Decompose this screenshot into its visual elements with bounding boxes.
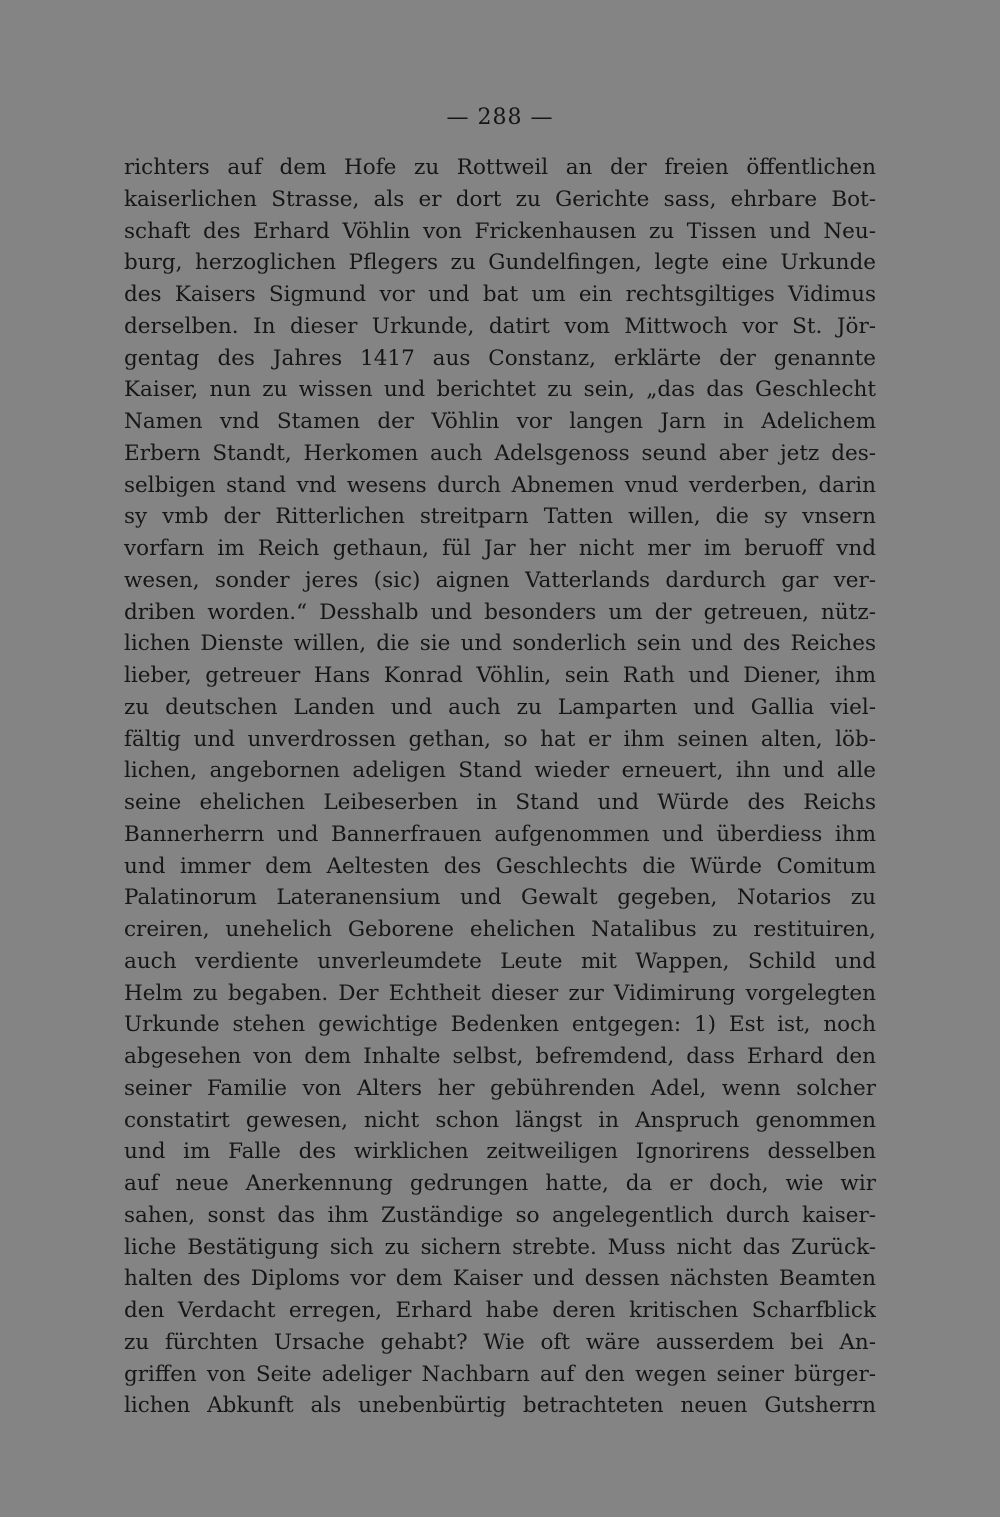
text-line: burg, herzoglichen Pflegers zu Gundelfingen, legte eine Urkunde — [124, 250, 876, 276]
text-line: zu fürchten Ursache gehabt? Wie oft wäre ausserdem bei An- — [124, 1329, 876, 1355]
text-line: Helm zu begaben. Der Echtheit dieser zur Vidimirung vorgelegten — [124, 980, 876, 1006]
text-line: lieber, getreuer Hans Konrad Vöhlin, sein Rath und Diener, ihm — [124, 663, 876, 688]
text-line: richters auf dem Hofe zu Rottweil an der freien öffentlichen — [124, 155, 876, 180]
text-line: schaft des Erhard Vöhlin von Frickenhausen zu Tissen und Neu- — [124, 218, 876, 244]
text-line: constatirt gewesen, nicht schon längst in Anspruch genommen — [124, 1107, 876, 1133]
text-line: derselben. In dieser Urkunde, datirt vom Mittwoch vor St. Jör- — [124, 313, 876, 339]
text-line: kaiserlichen Strasse, als er dort zu Gerichte sass, ehrbare Bot- — [124, 186, 876, 212]
text-line: lichen Dienste willen, die sie und sonderlich sein und des Reiches — [124, 631, 876, 657]
text-line: selbigen stand vnd wesens durch Abnemen vnud verderben, darin — [124, 472, 876, 498]
text-line: Bannerherrn und Bannerfrauen aufgenommen und überdiess ihm — [124, 821, 876, 847]
text-line: auf neue Anerkennung gedrungen hatte, da er doch, wie wir — [124, 1171, 876, 1196]
text-line: wesen, sonder jeres (sic) aignen Vatterlands dardurch gar ver- — [124, 567, 876, 593]
text-line: vorfarn im Reich gethaun, fül Jar her nicht mer im beruoff vnd — [124, 536, 876, 561]
text-line: driben worden.“ Desshalb und besonders um der getreuen, nütz- — [124, 599, 876, 625]
text-line: halten des Diploms vor dem Kaiser und dessen nächsten Beamten — [124, 1266, 876, 1292]
text-line: fältig und unverdrossen gethan, so hat er ihm seinen alten, löb- — [124, 726, 876, 752]
text-line: lichen, angebornen adeligen Stand wieder erneuert, ihn und alle — [124, 758, 876, 784]
text-line: den Verdacht erregen, Erhard habe deren kritischen Scharfblick — [124, 1298, 876, 1323]
text-line: sy vmb der Ritterlichen streitparn Tatten willen, die sy vnsern — [124, 504, 876, 530]
text-line: abgesehen von dem Inhalte selbst, befremdend, dass Erhard den — [124, 1044, 876, 1069]
text-line: lichen Abkunft als unebenbürtig betrachteten neuen Gutsherrn — [124, 1393, 876, 1419]
text-line: griffen von Seite adeliger Nachbarn auf den wegen seiner bürger- — [124, 1361, 876, 1387]
text-line: liche Bestätigung sich zu sichern strebte. Muss nicht das Zurück- — [124, 1234, 876, 1260]
body-text — [124, 152, 876, 1422]
text-line: Kaiser, nun zu wissen und berichtet zu sein, „das das Geschlecht — [124, 377, 876, 403]
page-number: — 288 — — [446, 105, 554, 130]
text-line: Palatinorum Lateranensium und Gewalt gegeben, Notarios zu — [124, 885, 876, 911]
text-line: auch verdiente unverleumdete Leute mit Wappen, Schild und — [124, 948, 876, 974]
text-line: zu deutschen Landen und auch zu Lamparten und Gallia viel- — [124, 694, 876, 720]
text-line: Namen vnd Stamen der Vöhlin vor langen Jarn in Adelichem — [124, 409, 876, 434]
text-line: Urkunde stehen gewichtige Bedenken entgegen: 1) Est ist, noch — [124, 1012, 876, 1038]
text-line: und immer dem Aeltesten des Geschlechts die Würde Comitum — [124, 853, 876, 879]
text-line: und im Falle des wirklichen zeitweiligen Ignorirens desselben — [124, 1139, 876, 1165]
text-line: sahen, sonst das ihm Zuständige so angelegentlich durch kaiser- — [124, 1202, 876, 1228]
text-line: des Kaisers Sigmund vor und bat um ein rechtsgiltiges Vidimus — [124, 282, 876, 307]
text-line: creiren, unehelich Geborene ehelichen Natalibus zu restituiren, — [124, 917, 876, 942]
text-line: Erbern Standt, Herkomen auch Adelsgenoss seund aber jetz des- — [124, 440, 876, 466]
text-line: seine ehelichen Leibeserben in Stand und Würde des Reichs — [124, 790, 876, 815]
text-line: gentag des Jahres 1417 aus Constanz, erklärte der genannte — [124, 345, 876, 371]
text-line: seiner Familie von Alters her gebührenden Adel, wenn solcher — [124, 1075, 876, 1101]
